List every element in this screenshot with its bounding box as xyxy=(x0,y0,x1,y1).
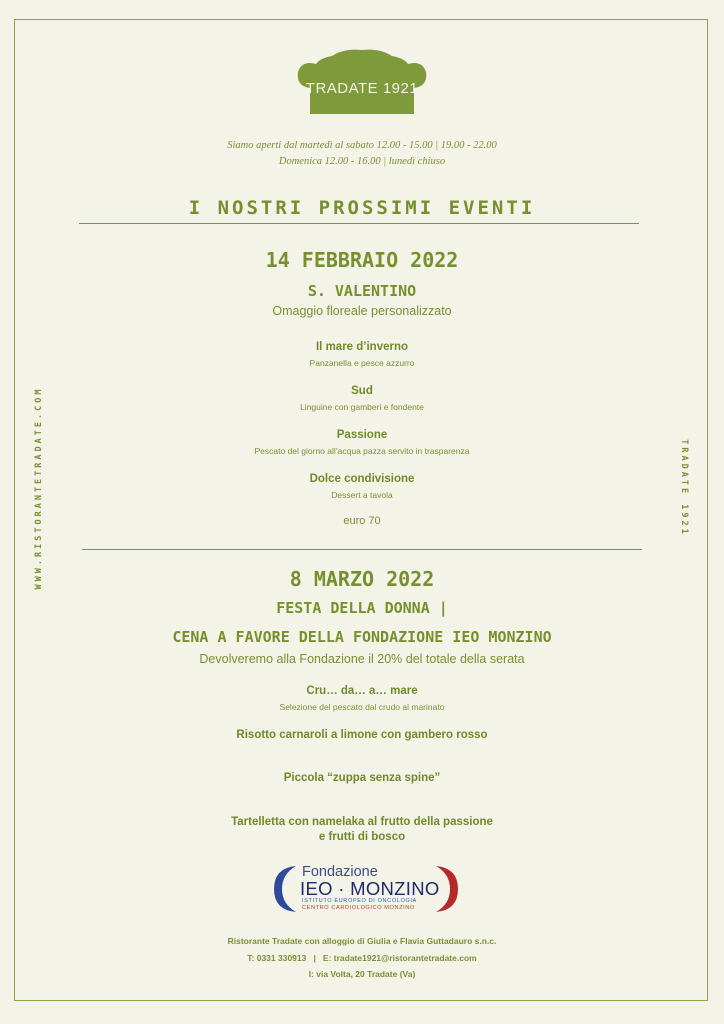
event1-price: euro 70 xyxy=(343,515,381,527)
opening-hours-line1: Siamo aperti dal martedì al sabato 12.00 - 15.00 | 19.00 - 22.00 xyxy=(227,140,497,151)
fondazione-line4: CENTRO CARDIOLOGICO MONZINO xyxy=(302,905,415,911)
footer-contacts: T: 0331 330913 | E: tradate1921@ristorantetradate.com xyxy=(247,953,477,963)
event2-dish-desc: Selezione del pescato dal crudo al marinato xyxy=(279,702,445,712)
footer-address: I: via Volta, 20 Tradate (Va) xyxy=(308,969,416,979)
event1-tagline: Omaggio floreale personalizzato xyxy=(272,304,452,318)
fondazione-ieo-monzino-logo xyxy=(272,864,460,914)
event2-name-line1: FESTA DELLA DONNA | xyxy=(276,599,448,617)
event2-dish-title: Cru… da… a… mare xyxy=(306,685,418,697)
event1-name: S. VALENTINO xyxy=(307,282,417,300)
tradate-logo xyxy=(296,48,428,118)
event2-dish-title: Risotto carnaroli a limone con gambero rosso xyxy=(236,729,488,741)
event2-dish-title: Tartelletta con namelaka al frutto della passione xyxy=(231,816,493,828)
event2-dish-title-cont: e frutti di bosco xyxy=(318,831,406,843)
fondazione-line2: IEO · MONZINO xyxy=(300,878,440,899)
footer-company: Ristorante Tradate con alloggio di Giulia e Flavia Guttadauro s.n.c. xyxy=(227,936,497,946)
event2-name-line2: CENA A FAVORE DELLA FONDAZIONE IEO MONZINO xyxy=(172,628,552,646)
event1-dish-title: Dolce condivisione xyxy=(309,473,415,485)
event2-date: 8 MARZO 2022 xyxy=(289,567,435,591)
event2-dish-title: Piccola “zuppa senza spine” xyxy=(283,772,441,784)
events-heading: I NOSTRI PROSSIMI EVENTI xyxy=(188,197,536,219)
logo-text: TRADATE 1921 xyxy=(305,80,419,97)
event1-dish-desc: Dessert a tavola xyxy=(331,490,393,500)
event1-dish-title: Passione xyxy=(336,429,388,441)
event1-dish-title: Sud xyxy=(351,385,373,397)
brand-vertical-text: TRADATE 1921 xyxy=(679,439,689,537)
fondazione-line1: Fondazione xyxy=(302,864,378,880)
heading-divider xyxy=(79,223,639,224)
event1-date: 14 FEBBRAIO 2022 xyxy=(265,248,459,272)
opening-hours-line2: Domenica 12.00 - 16.00 | lunedì chiuso xyxy=(278,156,446,167)
event2-tagline: Devolveremo alla Fondazione il 20% del totale della serata xyxy=(199,652,525,666)
event1-dish-desc: Pescato del giorno all’acqua pazza servito in trasparenza xyxy=(254,446,470,456)
fondazione-line3: ISTITUTO EUROPEO DI ONCOLOGIA xyxy=(302,898,417,904)
website-vertical-text: WWW.RISTORANTETRADATE.COM xyxy=(34,386,44,590)
event1-dish-desc: Linguine con gamberi e fondente xyxy=(300,402,424,412)
event1-dish-desc: Panzanella e pesce azzurro xyxy=(309,358,415,368)
event-divider xyxy=(82,549,642,550)
event1-dish-title: Il mare d’inverno xyxy=(315,341,409,353)
